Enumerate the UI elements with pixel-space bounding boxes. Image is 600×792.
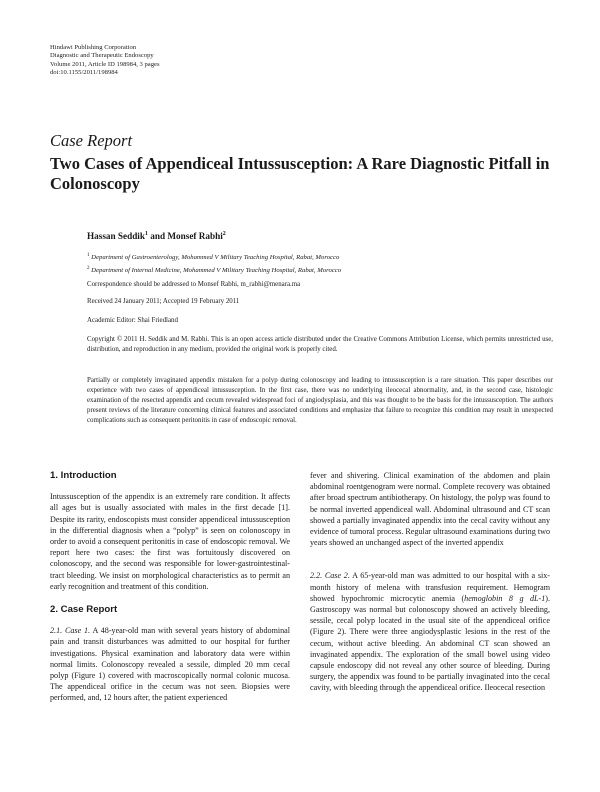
journal-header [50,44,160,78]
author-line [87,231,553,241]
affiliation-item [87,264,553,277]
case2-label: 2.2. Case 2. [310,571,350,581]
case1-paragraph [50,625,290,703]
doi[interactable]: doi:10.1155/2011/198984 [50,69,118,77]
journal-name: Diagnostic and Therapeutic Endoscopy [50,52,154,60]
introduction-paragraph: Intussusception of the appendix is an extremely rare condition. It affects all ages but is usually associated with males in the first decade [1]. Despite its rarity, endoscopists must consider appendiceal intussusception in the differential diagnosis when a “polyp” is seen on colonoscopy in order to avoid a consequent peritonitis in case of endoscopic removal. We report here two cases: the first was fortuitously discovered on colonoscopy, and the second was responsible for lower-gastrointestinal-tract bleeding. We insist on morphological characteristics as to permit an early recognition and treatment of this condition. [50,492,290,591]
case2-text: A 65-year-old man was admitted to our hospital with a six-month history of melena with transfusion requirement. Hemogram showed hypochromic microcytic anemia ( [310,571,550,603]
affiliation-text: Department of Internal Medicine, Mohammed V Military Teaching Hospital, Rabat, Morocco [89,266,342,274]
affiliation-marker: 2 [222,231,226,237]
left-column [50,470,290,704]
author-name: Hassan Seddik [87,231,145,242]
author-conjunction: and [147,231,168,242]
publisher: Hindawi Publishing Corporation [50,44,137,51]
affiliation-item [87,251,553,264]
affiliation-marker: 1 [87,253,90,258]
case2-paragraph [310,570,550,693]
copyright-notice: Copyright © 2011 H. Seddik and M. Rabhi. This is an open access article distributed under the Creative Commons Attribution License, which permits unrestricted use, distribution, and reproduction in any medium, provided the original work is properly cited. [87,336,553,353]
article-title: Two Cases of Appendiceal Intussusception: A Rare Diagnostic Pitfall in Colonoscopy [50,154,550,193]
case1-label: 2.1. Case 1. [50,626,91,636]
affiliation-marker: 1 [144,231,148,237]
correspondence: Correspondence should be addressed to Monsef Rabhi, m_rabhi@menara.ma [87,281,301,288]
abstract: Partially or completely invaginated appendix mistaken for a polyp during colonoscopy and leading to intussusception is a rare situation. This paper describes our experience with two cases of appendiceal intussusception. In the first case, there was no underlying ileocecal abnormality, and, in the second case, histologic examination of the resected appendix and cecum revealed widespread foci of angiodysplasia, and this was thought to be the basis for the intussusception. The authors present reviews of the literature concerning clinical features and associated conditions and emphasize that failure to recognize this condition may result in unexpected complications such as consequent peritonitis in case of endoscopic removal. [87,377,553,424]
academic-editor: Academic Editor: Shai Friedland [87,317,178,324]
section-heading-case-report: 2. Case Report [50,604,118,616]
affiliations [87,251,553,276]
hemoglobin-value: hemoglobin 8 g dL-1 [464,593,546,603]
author-name: Monsef Rabhi [167,231,223,242]
affiliation-text: Department of Gastroenterology, Mohammed V Military Teaching Hospital, Rabat, Morocco [89,254,340,262]
received-dates: Received 24 January 2011; Accepted 19 February 2011 [87,298,240,305]
section-heading-introduction: 1. Introduction [50,470,117,481]
affiliation-marker: 2 [87,265,90,271]
case2-text: ). Gastroscopy was normal but colonoscopy showed an actively bleeding, sessile, cecal polyp located in the usual site of the appendiceal orifice (Figure 2). There were three angiodysplastic lesions in the rest of the cecum, without active bleeding. An abdominal CT scan showed an invaginated appendix. The exploration of the small bowel using video capsule endoscopy did not reveal any other source of bleeding. During surgery, the appendix was found to be partially invaginated into the cecal cavity, with bleeding through the appendiceal orifice. Ileocecal resection [310,593,551,693]
case1-text: A 48-year-old man with several years history of abdominal pain and transit disturbances was admitted to our hospital for further investigations. Physical examination and laboratory data were within normal limits. Colonoscopy revealed a sessile, dimpled 20 mm cecal polyp (Figure 1) covered with macroscopically normal colonic mucosa. The appendiceal orifice in the cecum was not seen. Biopsies were performed, and, 12 hours after, the patient experienced [50,626,290,703]
case1-continued-paragraph: fever and shivering. Clinical examination of the abdomen and plain abdominal roentgenogram were normal. Complete recovery was obtained after broad spectrum antibiotherapy. On histology, the polyp was found to be normal inverted appendiceal wall. Abdominal ultrasound and CT scan showed a partially invaginated appendix into the cecal cavity without any evidence of tumoral process. Regular ultrasound examinations during two years showed an unchanged aspect of the inverted appendix [310,471,550,548]
volume-info: Volume 2011, Article ID 198984, 3 pages [50,60,160,68]
article-type: Case Report [50,131,133,150]
right-column [310,470,550,694]
